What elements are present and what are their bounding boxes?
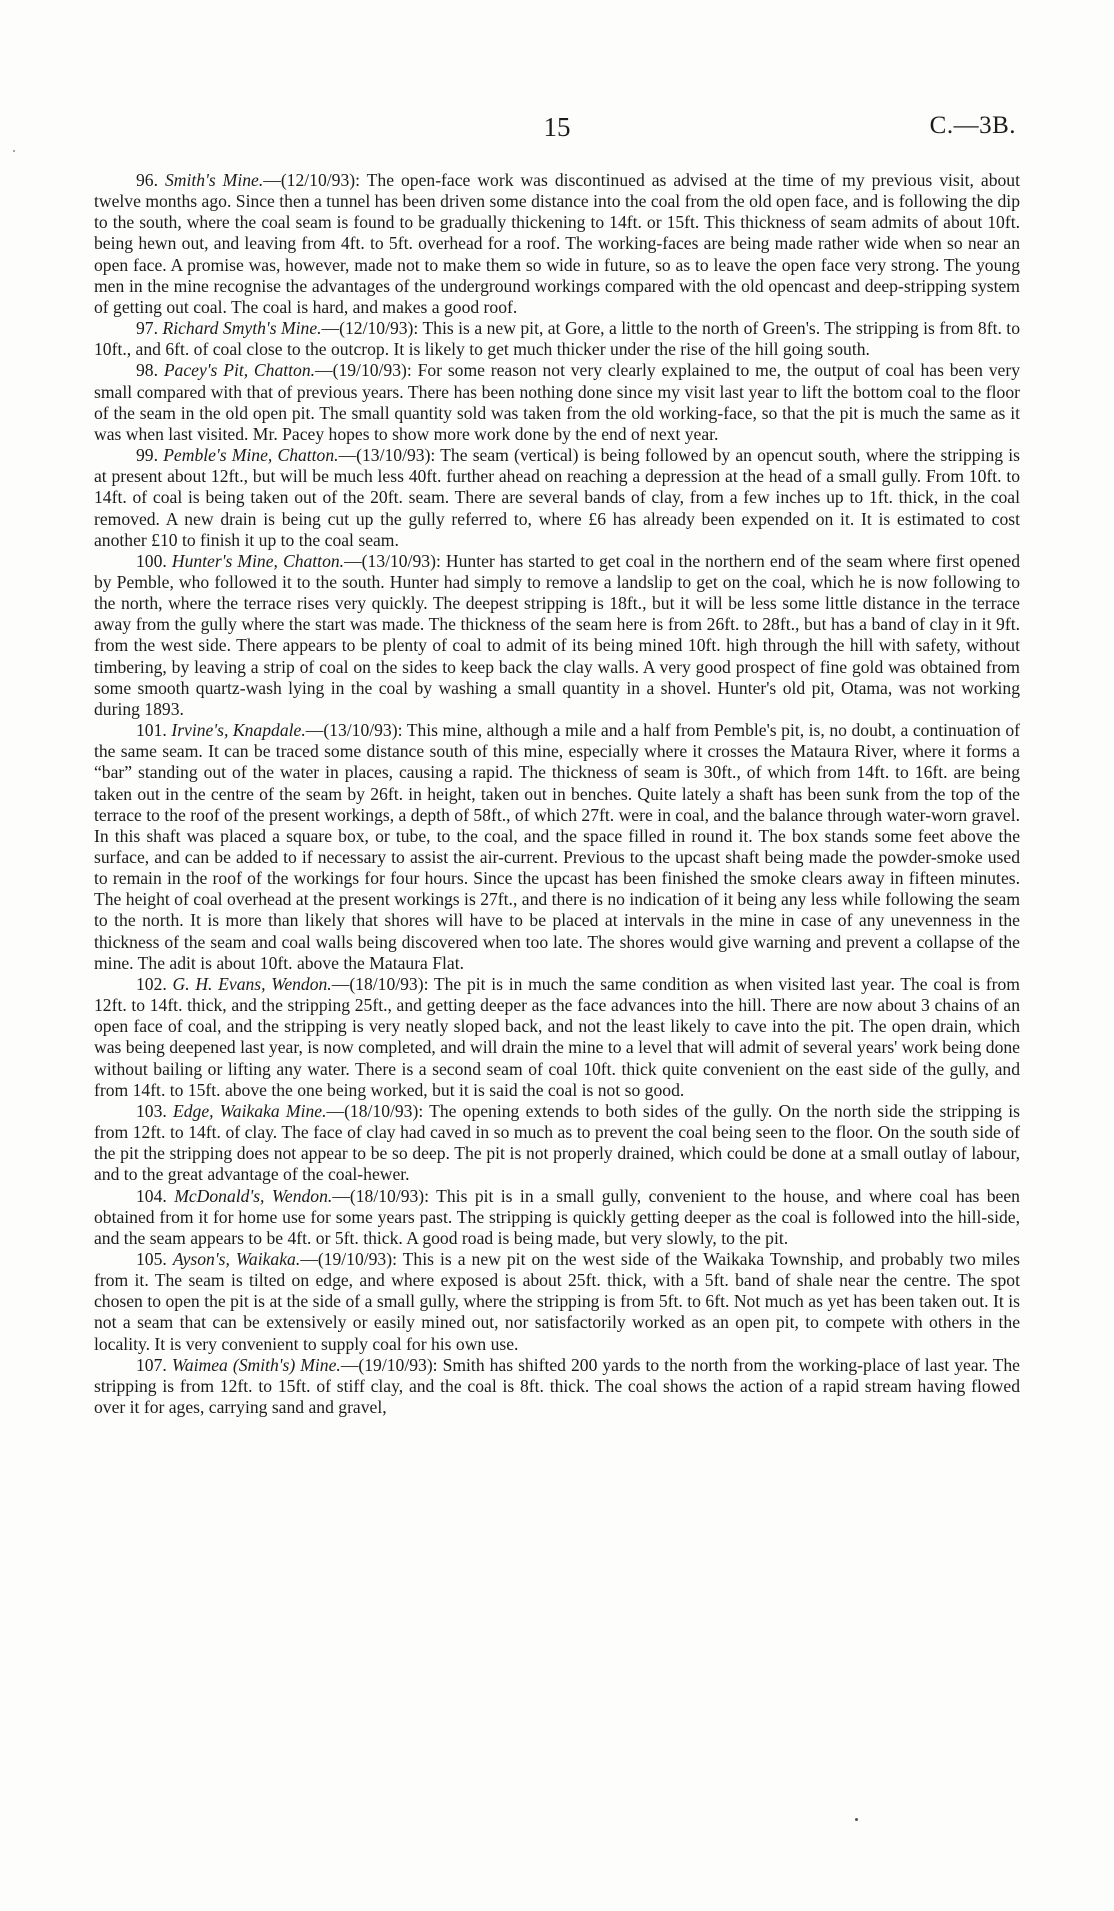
paragraph-number: 102. (136, 973, 167, 994)
paragraph-97 (94, 318, 1020, 360)
paragraph-title: Richard Smyth's Mine. (162, 318, 322, 339)
paragraph-103 (94, 1101, 1020, 1186)
page-header (0, 112, 1114, 148)
paragraph-text: —(13/10/93): Hunter has started to get coal in the northern end of the seam where first opened by Pemble, who followed it to the south. Hunter had simply to remove a landslip to get on the coal, which he is now following to the north, where the terrace rises very quickly. The deepest stripping is 18ft., but it will be less some little distance in the terrace away from the gully where the start was made. The thickness of the seam here is from 26ft. to 28ft., but has a band of clay in it 9ft. from the west side. There appears to be plenty of coal to admit of its being mined 10ft. high through the hill with safety, without timbering, by leaving a strip of coal on the sides to keep back the clay walls. A very good prospect of fine gold was obtained from some smooth quartz-wash lying in the coal by washing a small quantity in a shovel. Hunter's old pit, Otama, was not working during 1893. (94, 550, 1020, 719)
paragraph-98 (94, 360, 1020, 445)
document-body (94, 170, 1020, 1418)
paragraph-text: —(12/10/93): The open-face work was discontinued as advised at the time of my previous visit, about twelve months ago. Since then a tunnel has been driven some distance into the coal from the old open face, and is following the dip to the south, where the coal seam is found to be gradually thickening to 14ft. or 15ft. This thickness of seam admits of about 10ft. being hewn out, and leaving from 4ft. to 5ft. overhead for a roof. The working-faces are being made rather wide when so near an open face. A promise was, however, made not to make them so wide in future, so as to leave the open face very strong. The young men in the mine recognise the advantages of the underground workings compared with the old opencast and deep-stripping system of getting out coal. The coal is hard, and makes a good roof. (94, 170, 1020, 317)
paragraph-title: Pemble's Mine, Chatton. (163, 445, 339, 466)
paragraph-text: —(19/10/93): Smith has shifted 200 yards to the north from the working-place of last year. The stripping is from 12ft. to 15ft. of stiff clay, and the coal is 8ft. thick. The coal shows the action of a rapid stream having flowed over it for ages, carrying sand and gravel, (94, 1354, 1020, 1418)
paragraph-text: —(18/10/93): This pit is in a small gully, convenient to the house, and where coal has been obtained from it for home use for some years past. The stripping is quickly getting deeper as the coal is followed into the hill-side, and the seam appears to be 4ft. or 5ft. thick. A good road is being made, but very slowly, to the pit. (94, 1185, 1020, 1248)
paragraph-96 (94, 170, 1020, 318)
paragraph-text: —(13/10/93): This mine, although a mile and a half from Pemble's pit, is, no doubt, a continuation of the same seam. It can be traced some distance south of this mine, especially where it crosses the Mataura River, where it forms a “bar” standing out of the water in places, causing a rapid. The thickness of seam is 30ft., of which from 14ft. to 16ft. are being taken out in the centre of the seam by 26ft. in height, taken out in benches. Quite lately a shaft has been sunk from the top of the terrace to the roof of the present workings, a depth of 58ft., of which 27ft. were in coal, and the balance through water-worn gravel. In this shaft was placed a square box, or tube, to the coal, and the space filled in round it. The box stands some feet above the surface, and can be added to if necessary to assist the air-current. Previous to the upcast shaft being made the powder-smoke used to remain in the roof of the workings for four hours. Since the upcast has been finished the smoke clears away in fifteen minutes. The height of coal overhead at the present workings is 27ft., and there is no indication of it being any less while following the seam to the north. It is more than likely that shores will have to be placed at intervals in the mine in case of any unevenness in the thickness of the seam and coal walls being discovered when too late. The shores would give warning and prevent a collapse of the mine. The adit is about 10ft. above the Mataura Flat. (94, 720, 1020, 973)
scan-speck (855, 1818, 858, 1821)
paragraph-number: 104. (136, 1185, 167, 1206)
paragraph-101 (94, 720, 1020, 974)
paragraph-105 (94, 1249, 1020, 1355)
paragraph-title: Ayson's, Waikaka. (172, 1248, 301, 1269)
paragraph-text: —(19/10/93): This is a new pit on the west side of the Waikaka Township, and probably two miles from it. The seam is tilted on edge, and where exposed is about 25ft. thick, with a 5ft. band of shale near the centre. The spot chosen to open the pit is at the side of a small gully, where the stripping is from 5ft. to 6ft. Not much as yet has been taken out. It is not a seam that can be extensively or easily mined out, nor satisfactorily worked as an open pit, to compete with others in the locality. It is very convenient to supply coal for his own use. (94, 1248, 1020, 1354)
document-reference: C.—3B. (929, 112, 1016, 139)
paragraph-title: Pacey's Pit, Chatton. (163, 360, 316, 381)
paragraph-99 (94, 445, 1020, 551)
paragraph-number: 99. (136, 445, 158, 466)
paragraph-number: 105. (136, 1248, 167, 1269)
paragraph-number: 98. (136, 360, 158, 381)
paragraph-104 (94, 1186, 1020, 1249)
paragraph-number: 101. (136, 720, 167, 741)
paragraph-number: 103. (136, 1100, 167, 1121)
paragraph-102 (94, 974, 1020, 1101)
page-number: 15 (543, 112, 571, 142)
paragraph-number: 100. (136, 550, 167, 571)
scan-speck (13, 150, 15, 152)
paragraph-text: —(18/10/93): The opening extends to both sides of the gully. On the north side the stripping is from 12ft. to 14ft. of clay. The face of clay had caved in so much as to prevent the coal being seen to the floor. On the south side of the pit the stripping does not appear to be so deep. The pit is not properly drained, which could be done at a small outlay of labour, and to the great advantage of the coal-hewer. (94, 1100, 1020, 1185)
paragraph-title: Hunter's Mine, Chatton. (171, 550, 345, 571)
paragraph-text: —(13/10/93): The seam (vertical) is being followed by an opencut south, where the stripping is at present about 12ft., but will be much less 40ft. further ahead on reaching a depression at the head of a small gully. From 10ft. to 14ft. of coal is being taken out of the 20ft. seam. There are several bands of clay, from a few inches up to 1ft. thick, in the coal removed. A new drain is being cut up the gully referred to, where £6 has already been expended on it. It is estimated to cost another £10 to finish it up to the coal seam. (94, 445, 1021, 550)
paragraph-107 (94, 1355, 1020, 1418)
paragraph-title: Smith's Mine. (165, 170, 264, 190)
paragraph-number: 96. (136, 170, 158, 190)
paragraph-number: 107. (136, 1354, 167, 1375)
paragraph-100 (94, 551, 1020, 720)
paragraph-title: Irvine's, Knapdale. (171, 720, 306, 741)
paragraph-title: G. H. Evans, Wendon. (172, 973, 332, 994)
paragraph-text: —(12/10/93): This is a new pit, at Gore, a little to the north of Green's. The stripping is from 8ft. to 10ft., and 6ft. of coal close to the outcrop. It is likely to get much thicker under the rise of the hill going south. (94, 318, 1020, 360)
paragraph-number: 97. (136, 318, 158, 339)
paragraph-text: —(19/10/93): For some reason not very clearly explained to me, the output of coal has been very small compared with that of previous years. There has been nothing done since my visit last year to lift the bottom coal to the floor of the seam in the old open pit. The small quantity sold was taken from the old working-face, so that the pit is much the same as it was when last visited. Mr. Pacey hopes to show more work done by the end of next year. (94, 360, 1020, 444)
paragraph-text: —(18/10/93): The pit is in much the same condition as when visited last year. The coal is from 12ft. to 14ft. thick, and the stripping 25ft., and getting deeper as the face advances into the hill. There are now about 3 chains of an open face of coal, and the stripping is very neatly sloped back, and not the least likely to cave into the pit. The open drain, which was being deepened last year, is now completed, and will drain the mine to a level that will admit of several years' work being done without bailing or lifting any water. There is a second seam of coal 10ft. thick quite convenient on the east side of the gully, and from 14ft. to 15ft. above the one being worked, but it is said the coal is not so good. (94, 973, 1020, 1100)
paragraph-title: Waimea (Smith's) Mine. (171, 1354, 341, 1375)
paragraph-title: McDonald's, Wendon. (174, 1185, 333, 1206)
paragraph-title: Edge, Waikaka Mine. (173, 1100, 327, 1121)
